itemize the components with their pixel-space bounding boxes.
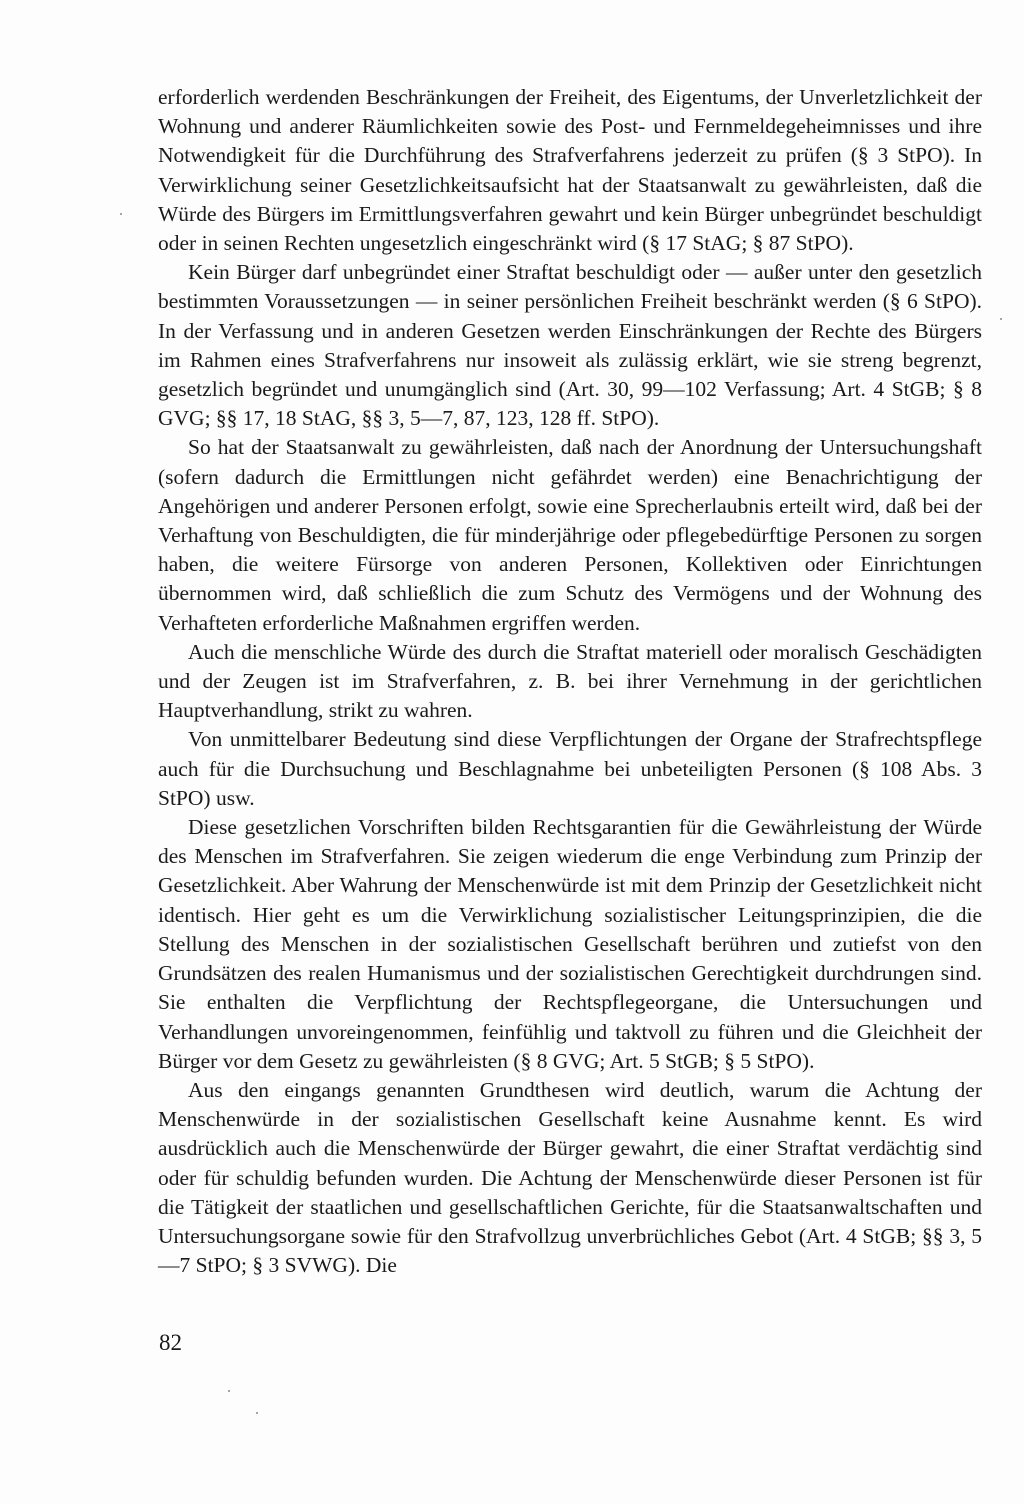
scan-speck	[120, 213, 122, 215]
paragraph-1: erforderlich werdenden Beschränkungen der Freiheit, des Eigentums, der Unverletzlichkeit der Wohnung und anderer Räumlichkeiten sowie des Post- und Fernmeldegeheimnisses und ihre Notwendigkeit für die Durchführung des Strafverfahrens jederzeit zu prüfen (§ 3 StPO). In Verwirklichung seiner Gesetzlichkeitsaufsicht hat der Staatsanwalt zu gewährleisten, daß die Würde des Bürgers im Ermittlungsverfahren gewahrt und kein Bürger unbegründet beschuldigt oder in seinen Rechten ungesetzlich eingeschränkt wird (§ 17 StAG; § 87 StPO).	[158, 85, 982, 256]
page-number: 82	[159, 1330, 182, 1355]
scan-speck	[228, 1390, 230, 1392]
scan-speck	[256, 1412, 258, 1414]
scan-speck	[1000, 318, 1002, 320]
body-text	[158, 83, 982, 1280]
paragraph-7: Aus den eingangs genannten Grundthesen wird deutlich, warum die Achtung der Menschenwürde in der sozialistischen Gesellschaft keine Ausnahme kennt. Es wird ausdrücklich auch die Menschenwürde der Bürger gewahrt, die einer Straftat verdächtig sind oder für schuldig befunden wurden. Die Achtung der Menschenwürde dieser Personen ist für die Tätigkeit der staatlichen und gesellschaftlichen Gerichte, für die Staatsanwaltschaften und Untersuchungsorgane sowie für den Strafvollzug unverbrüchliches Gebot (Art. 4 StGB; §§ 3, 5—7 StPO; § 3 SVWG). Die	[158, 1077, 982, 1278]
paragraph-6: Diese gesetzlichen Vorschriften bilden Rechtsgarantien für die Gewährleistung der Würde des Menschen im Strafverfahren. Sie zeigen wiederum die enge Verbindung zum Prinzip der Gesetzlichkeit. Aber Wahrung der Menschenwürde ist mit dem Prinzip der Gesetzlichkeit nicht identisch. Hier geht es um die Verwirklichung sozialistischer Leitungsprinzipien, die die Stellung des Menschen in der sozialistischen Gesellschaft berühren und zutiefst von den Grundsätzen des realen Humanismus und der sozialistischen Gerechtigkeit durchdrungen sind. Sie enthalten die Verpflichtung der Rechtspflegeorgane, die Untersuchungen und Verhandlungen unvoreingenommen, feinfühlig und taktvoll zu führen und die Gleichheit der Bürger vor dem Gesetz zu gewährleisten (§ 8 GVG; Art. 5 StGB; § 5 StPO).	[158, 815, 982, 1073]
paragraph-4: Auch die menschliche Würde des durch die Straftat materiell oder moralisch Geschädigten und der Zeugen ist im Strafverfahren, z. B. bei ihrer Vernehmung in der gerichtlichen Hauptverhandlung, strikt zu wahren.	[158, 639, 982, 723]
paragraph-3: So hat der Staatsanwalt zu gewährleisten, daß nach der Anordnung der Untersuchungshaft (sofern dadurch die Ermittlungen nicht gefährdet werden) eine Benachrichtigung der Angehörigen und anderer Personen erfolgt, sowie eine Sprecherlaubnis erteilt wird, daß bei der Verhaftung von Beschuldigten, die für minderjährige oder pflegebedürftige Personen zu sorgen haben, die weitere Fürsorge von anderen Personen, Kollektiven oder Einrichtungen übernommen wird, daß schließlich die zum Schutz des Vermögens und der Wohnung des Verhafteten erforderliche Maßnahmen ergriffen werden.	[158, 435, 982, 635]
paragraph-5: Von unmittelbarer Bedeutung sind diese Verpflichtungen der Organe der Strafrechtspflege auch für die Durchsuchung und Beschlagnahme bei unbeteiligten Personen (§ 108 Abs. 3 StPO) usw.	[158, 727, 982, 810]
paragraph-2: Kein Bürger darf unbegründet einer Straftat beschuldigt oder — außer unter den gesetzlich bestimmten Voraussetzungen — in seiner persönlichen Freiheit beschränkt werden (§ 6 StPO). In der Verfassung und in anderen Gesetzen werden Einschränkungen der Rechte des Bürgers im Rahmen eines Strafverfahrens nur insoweit als zulässig erklärt, wie sie streng begrenzt, gesetzlich begründet und unumgänglich sind (Art. 30, 99—102 Verfassung; Art. 4 StGB; § 8 GVG; §§ 17, 18 StAG, §§ 3, 5—7, 87, 123, 128 ff. StPO).	[158, 260, 982, 431]
